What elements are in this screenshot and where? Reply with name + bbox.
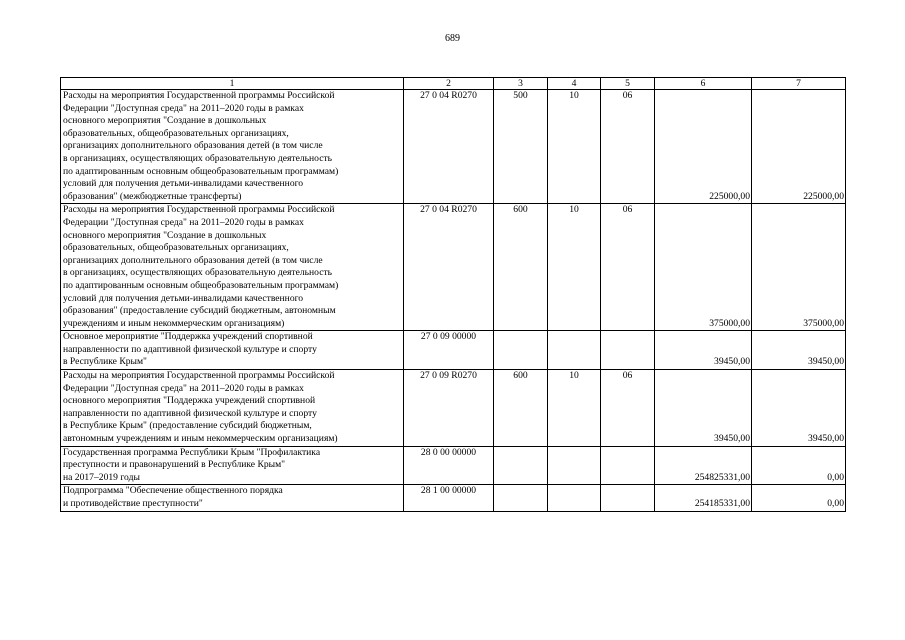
item-description: Подпрограмма "Обеспечение общественного порядка и противодействие преступности" — [61, 485, 404, 511]
item-description: Расходы на мероприятия Государственной программы Российской Федерации "Доступная среда" на 2011–2020 годы в рамках основного мероприятия "Создание в дошкольных образовательных, общеобразовательных организациях, организациях дополнительного образования детей (в том числе в организациях, осуществляющих образовательную деятельность по адаптированным основным общеобразовательным программам) условий для получения детьми-инвалидами качественного образования" (межбюджетные трансферты) — [61, 90, 404, 204]
amount-col6: 254185331,00 — [655, 485, 752, 511]
column-number-row — [61, 78, 846, 90]
expense-type — [494, 446, 548, 485]
section-code — [548, 485, 601, 511]
column-header: 7 — [752, 78, 846, 90]
table-row — [61, 204, 846, 331]
amount-col6: 39450,00 — [655, 331, 752, 370]
budget-table — [60, 77, 846, 512]
subsection-code — [601, 446, 655, 485]
expense-type: 600 — [494, 204, 548, 331]
column-header: 4 — [548, 78, 601, 90]
section-code — [548, 331, 601, 370]
target-code: 28 0 00 00000 — [404, 446, 494, 485]
column-header: 1 — [61, 78, 404, 90]
section-code — [548, 446, 601, 485]
amount-col7: 39450,00 — [752, 331, 846, 370]
column-header: 3 — [494, 78, 548, 90]
target-code: 27 0 09 R0270 — [404, 370, 494, 447]
subsection-code: 06 — [601, 370, 655, 447]
target-code: 27 0 04 R0270 — [404, 90, 494, 204]
table-row — [61, 331, 846, 370]
amount-col7: 0,00 — [752, 446, 846, 485]
item-description: Расходы на мероприятия Государственной программы Российской Федерации "Доступная среда" на 2011–2020 годы в рамках основного мероприятия "Создание в дошкольных образовательных, общеобразовательных организациях, организациях дополнительного образования детей (в том числе в организациях, осуществляющих образовательную деятельность по адаптированным основным общеобразовательным программам) условий для получения детьми-инвалидами качественного образования" (предоставление субсидий бюджетным, автономным учреждениям и иным некоммерческим организациям) — [61, 204, 404, 331]
column-header: 5 — [601, 78, 655, 90]
expense-type — [494, 331, 548, 370]
amount-col6: 225000,00 — [655, 90, 752, 204]
table-row — [61, 370, 846, 447]
table-row — [61, 485, 846, 511]
amount-col6: 254825331,00 — [655, 446, 752, 485]
subsection-code: 06 — [601, 90, 655, 204]
item-description: Расходы на мероприятия Государственной программы Российской Федерации "Доступная среда" на 2011–2020 годы в рамках основного мероприятия "Поддержка учреждений спортивной направленности по адаптивной физической культуре и спорту в Республике Крым" (предоставление субсидий бюджетным, автономным учреждениям и иным некоммерческим организациям) — [61, 370, 404, 447]
expense-type — [494, 485, 548, 511]
column-header: 6 — [655, 78, 752, 90]
table-row — [61, 446, 846, 485]
amount-col7: 39450,00 — [752, 370, 846, 447]
amount-col6: 39450,00 — [655, 370, 752, 447]
section-code: 10 — [548, 90, 601, 204]
target-code: 27 0 04 R0270 — [404, 204, 494, 331]
target-code: 27 0 09 00000 — [404, 331, 494, 370]
expense-type: 600 — [494, 370, 548, 447]
subsection-code — [601, 331, 655, 370]
item-description: Государственная программа Республики Крым "Профилактика преступности и правонарушений в Республике Крым" на 2017–2019 годы — [61, 446, 404, 485]
amount-col7: 225000,00 — [752, 90, 846, 204]
column-header: 2 — [404, 78, 494, 90]
target-code: 28 1 00 00000 — [404, 485, 494, 511]
subsection-code — [601, 485, 655, 511]
section-code: 10 — [548, 370, 601, 447]
expense-type: 500 — [494, 90, 548, 204]
section-code: 10 — [548, 204, 601, 331]
page-number: 689 — [445, 33, 460, 44]
table-row — [61, 90, 846, 204]
amount-col6: 375000,00 — [655, 204, 752, 331]
amount-col7: 375000,00 — [752, 204, 846, 331]
item-description: Основное мероприятие "Поддержка учреждений спортивной направленности по адаптивной физической культуре и спорту в Республике Крым" — [61, 331, 404, 370]
amount-col7: 0,00 — [752, 485, 846, 511]
subsection-code: 06 — [601, 204, 655, 331]
